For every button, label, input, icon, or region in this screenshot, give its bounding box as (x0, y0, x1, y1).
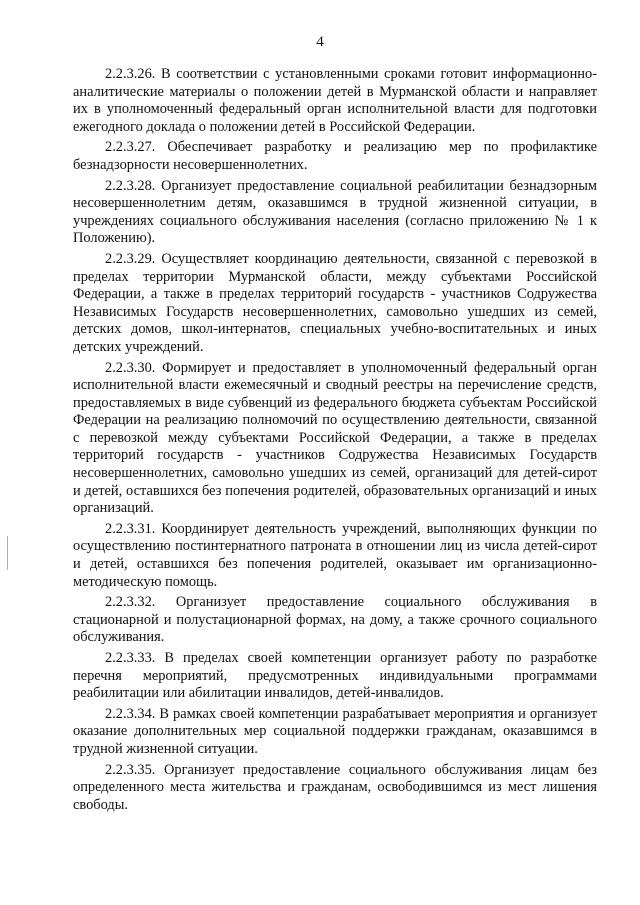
paragraph-2-2-3-33: 2.2.3.33. В пределах своей компетенции организует работу по разработке перечня мероприятий, предусмотренных индивидуальными программами реабилитации или абилитации инвалидов, детей-инвалидов. (73, 650, 597, 702)
paragraph-2-2-3-31: 2.2.3.31. Координирует деятельность учреждений, выполняющих функции по осуществлению постинтернатного патроната в отношении лиц из числа детей-сирот и детей, оставшихся без попечения родителей, оказывает им организационно-методическую помощь. (73, 520, 597, 590)
paragraph-2-2-3-35: 2.2.3.35. Организует предоставление социального обслуживания лицам без определенного места жительства и гражданам, освободившимся из мест лишения свободы. (73, 761, 597, 813)
paragraph-2-2-3-27: 2.2.3.27. Обеспечивает разработку и реализацию мер по профилактике безнадзорности несовершеннолетних. (73, 139, 597, 173)
paragraph-2-2-3-28: 2.2.3.28. Организует предоставление социальной реабилитации безнадзорным несовершеннолетним детям, оказавшимся в трудной жизненной ситуации, в учреждениях социального обслуживания населения (согласно приложению № 1 к Положению). (73, 177, 597, 247)
page-number: 4 (316, 34, 324, 50)
paragraph-2-2-3-29: 2.2.3.29. Осуществляет координацию деятельности, связанной с перевозкой в пределах территории Мурманской области, между субъектами Российской Федерации, а также в пределах территорий государств - участников Содружества Независимых Государств несовершеннолетних, самовольно ушедших из семей, детских домов, школ-интернатов, специальных учебно-воспитательных и иных детских учреждений. (73, 250, 597, 355)
document-body (73, 66, 597, 817)
paragraph-2-2-3-30: 2.2.3.30. Формирует и предоставляет в уполномоченный федеральный орган исполнительной власти ежемесячный и сводный реестры на перечисление средств, предоставляемых в виде субвенций из федерального бюджета субъектам Российской Федерации на реализацию полномочий по осуществлению деятельности, связанной с перевозкой между субъектами Российской Федерации, а также в пределах территорий государств - участников Содружества Независимых Государств несовершеннолетних, самовольно ушедших из семей, организаций для детей-сирот и детей, оставшихся без попечения родителей, образовательных организаций и иных организаций. (73, 359, 597, 517)
paragraph-2-2-3-32: 2.2.3.32. Организует предоставление социального обслуживания в стационарной и полустационарной формах, на дому, а также срочного социального обслуживания. (73, 594, 597, 646)
paragraph-2-2-3-34: 2.2.3.34. В рамках своей компетенции разрабатывает мероприятия и организует оказание дополнительных мер социальной поддержки гражданам, оказавшимся в трудной жизненной ситуации. (73, 705, 597, 757)
scan-margin-mark (7, 536, 8, 570)
paragraph-2-2-3-26: 2.2.3.26. В соответствии с установленными сроками готовит информационно-аналитические материалы о положении детей в Мурманской области и направляет их в уполномоченный федеральный орган исполнительной власти для подготовки ежегодного доклада о положении детей в Российской Федерации. (73, 66, 597, 135)
